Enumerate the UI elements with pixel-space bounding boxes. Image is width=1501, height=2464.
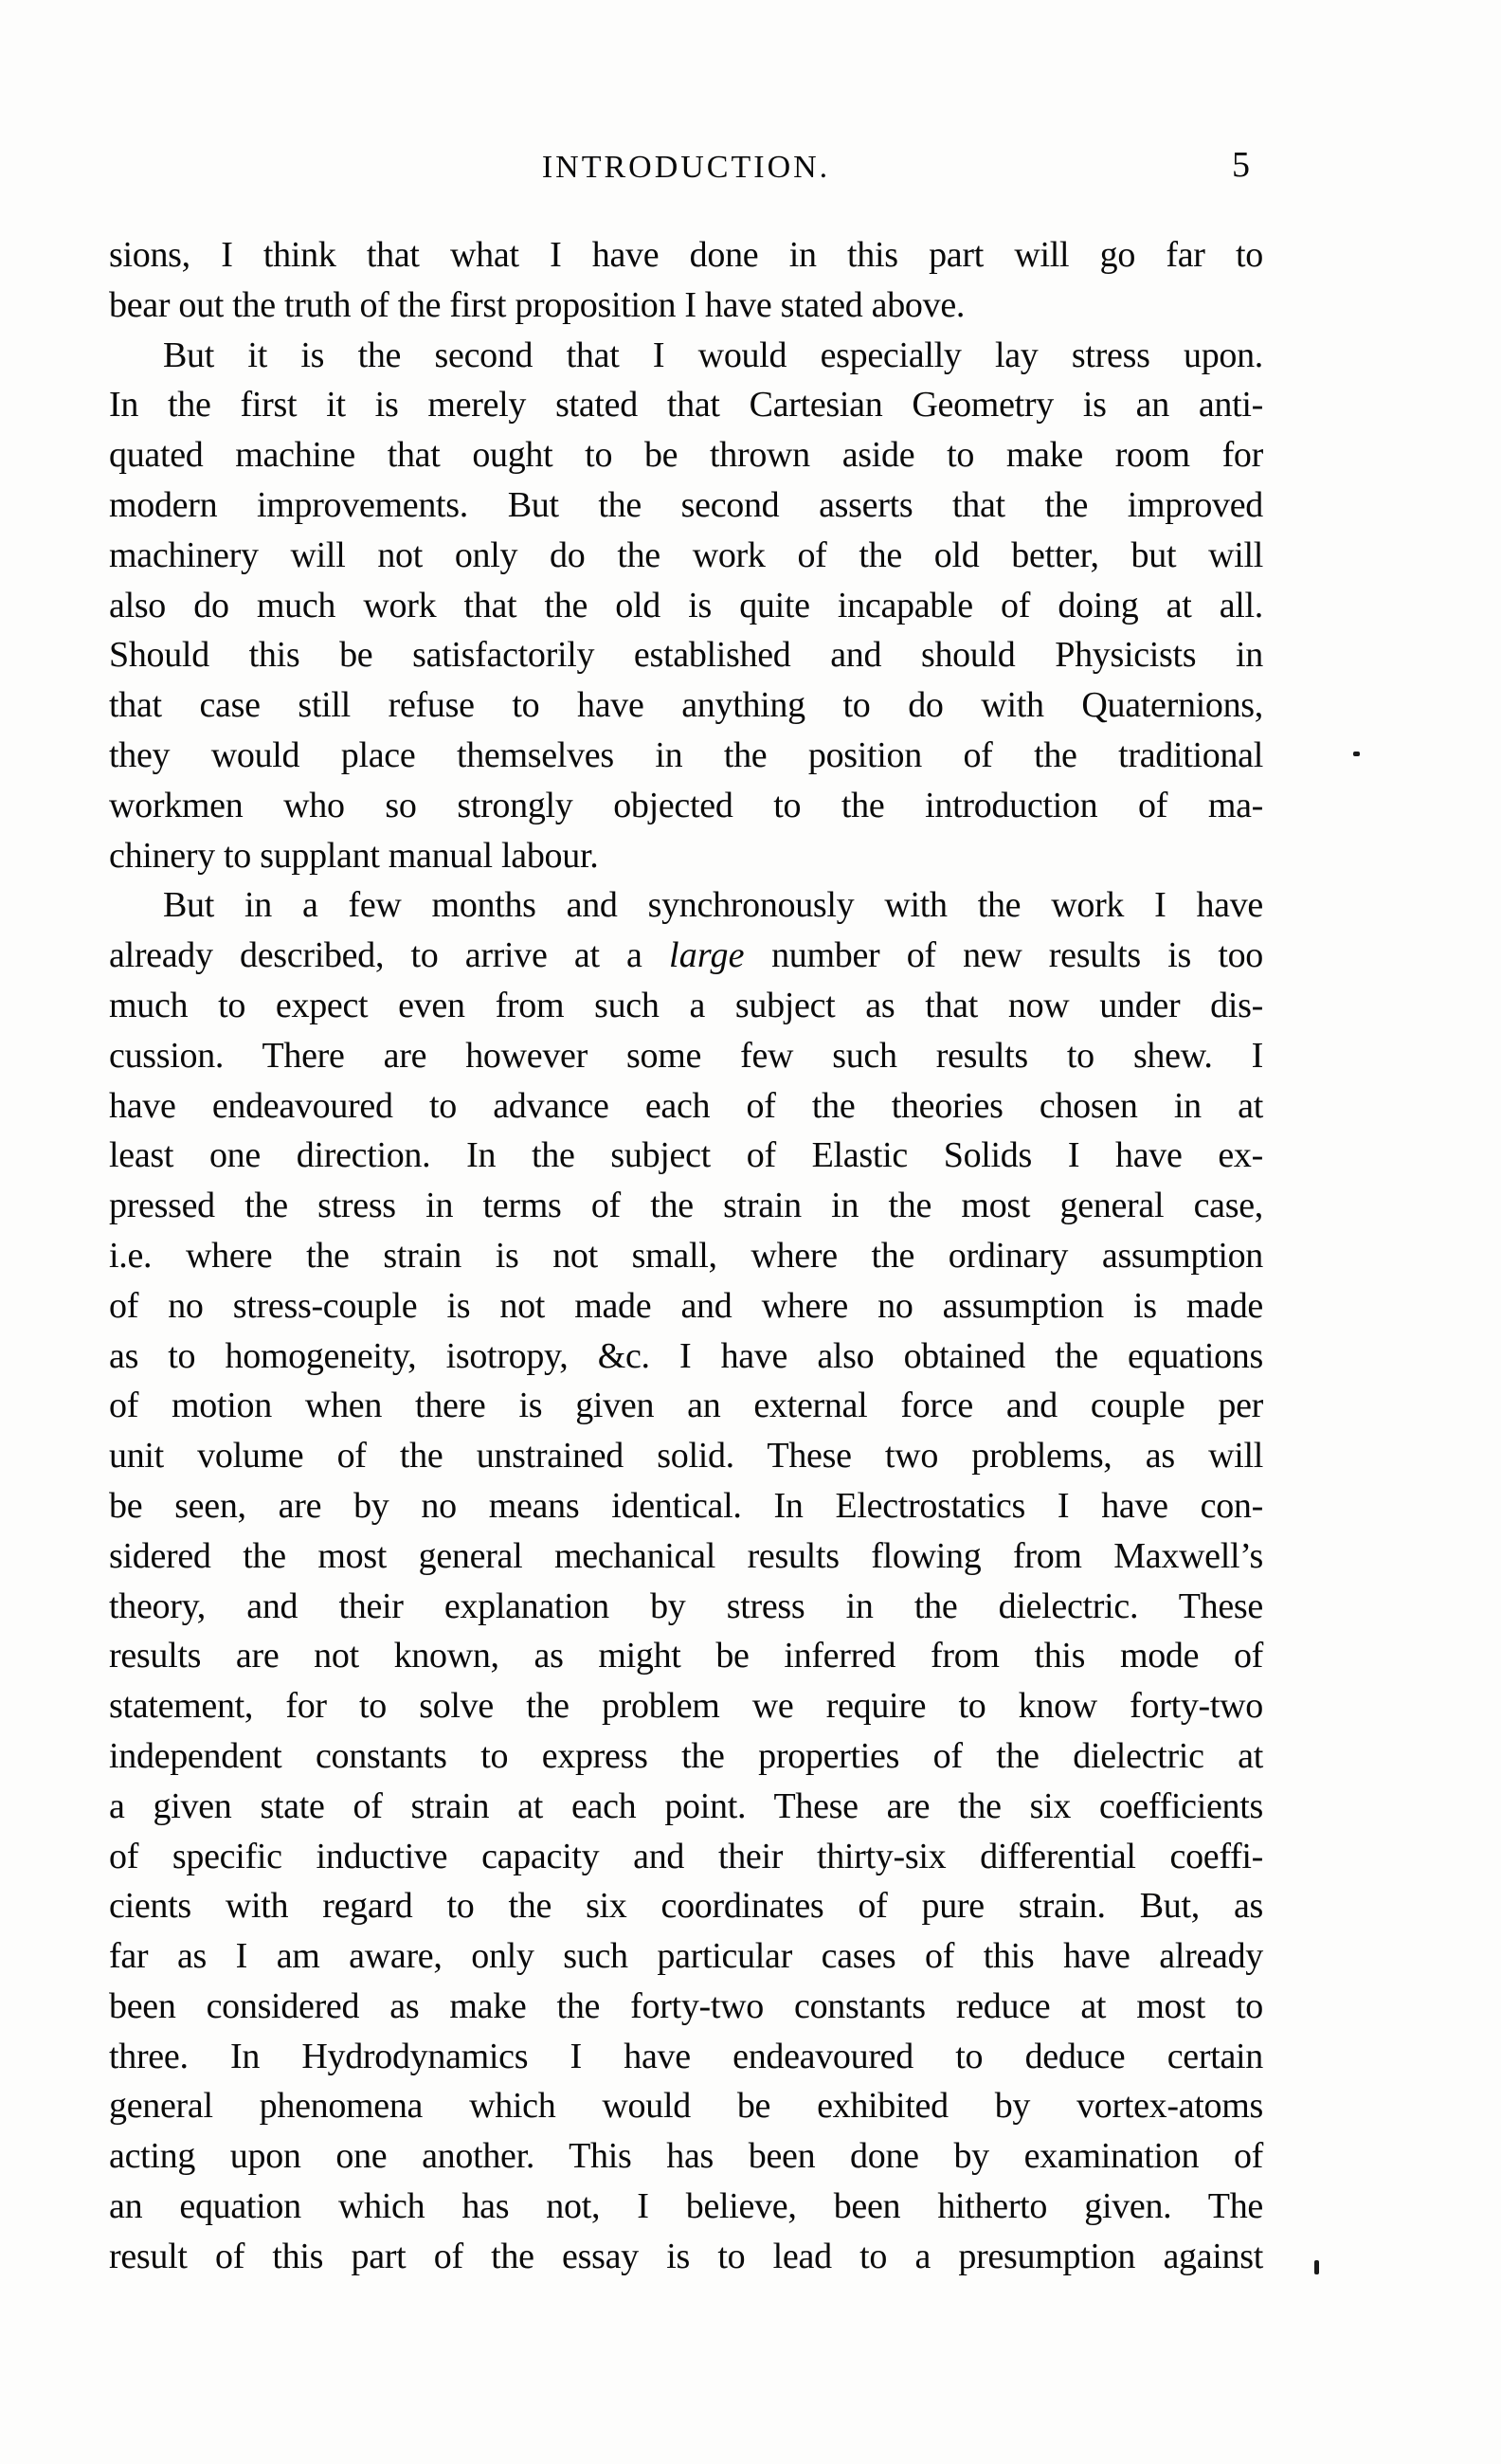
text-line: results are not known, as might be inferred from this mode of: [109, 1636, 1263, 1676]
text-line: they would place themselves in the position of the traditional: [109, 734, 1263, 775]
text-line: an equation which has not, I believe, been hitherto given. The: [109, 2186, 1263, 2227]
text-line: Should this be satisfactorily established and should Physicists in: [109, 635, 1263, 676]
page-title: INTRODUCTION.: [541, 150, 831, 185]
running-head: [109, 145, 1263, 191]
text-line: also do much work that the old is quite incapable of doing at all.: [109, 585, 1263, 625]
text-line: that case still refuse to have anything to do with Quaternions,: [109, 685, 1263, 726]
ink-speck: [1353, 752, 1360, 756]
text-line: result of this part of the essay is to lead to a presumption against: [109, 2236, 1263, 2276]
text-line: least one direction. In the subject of Elastic Solids I have ex-: [109, 1135, 1263, 1176]
text-line: as to homogeneity, isotropy, &c. I have also obtained the equations: [109, 1335, 1263, 1376]
text-line: theory, and their explanation by stress in the dielectric. These: [109, 1585, 1263, 1626]
text-line: bear out the truth of the first proposition I have stated above.: [109, 284, 966, 325]
text-line: modern improvements. But the second asserts that the improved: [109, 484, 1263, 525]
text-line: workmen who so strongly objected to the introduction of ma-: [109, 785, 1263, 825]
text-line: have endeavoured to advance each of the theories chosen in at: [109, 1085, 1263, 1126]
text-line: much to expect even from such a subject as that now under dis-: [109, 985, 1263, 1025]
text-line: In the first it is merely stated that Cartesian Geometry is an anti-: [109, 385, 1263, 426]
text-line: cussion. There are however some few such results to shew. I: [109, 1035, 1263, 1076]
text-line: acting upon one another. This has been done by examination of: [109, 2136, 1263, 2177]
text-line: of no stress-couple is not made and where no assumption is made: [109, 1285, 1263, 1326]
text-line: But it is the second that I would especially lay stress upon.: [163, 335, 1263, 375]
text-line: machinery will not only do the work of the old better, but will: [109, 534, 1263, 575]
ink-speck: [1314, 2260, 1319, 2274]
text-line: cients with regard to the six coordinates of pure strain. But, as: [109, 1886, 1263, 1927]
text-line: statement, for to solve the problem we require to know forty-two: [109, 1686, 1263, 1727]
text-line: independent constants to express the properties of the dielectric at: [109, 1735, 1263, 1776]
text-line: i.e. where the strain is not small, where the ordinary assumption: [109, 1235, 1263, 1276]
text-line: be seen, are by no means identical. In Electrostatics I have con-: [109, 1485, 1263, 1526]
text-line: general phenomena which would be exhibited by vortex-atoms: [109, 2086, 1263, 2127]
text-line: But in a few months and synchronously with the work I have: [163, 885, 1263, 926]
text-line: a given state of strain at each point. These are the six coefficients: [109, 1785, 1263, 1826]
text-line: quated machine that ought to be thrown aside to make room for: [109, 435, 1263, 476]
text-line: sions, I think that what I have done in this part will go far to: [109, 235, 1263, 275]
text-line: three. In Hydrodynamics I have endeavoured to deduce certain: [109, 2036, 1263, 2076]
text-line: unit volume of the unstrained solid. These two problems, as will: [109, 1436, 1263, 1477]
text-line: of motion when there is given an external force and couple per: [109, 1386, 1263, 1426]
text-line: already described, to arrive at a large number of new results is too: [109, 935, 1263, 976]
text-line: far as I am aware, only such particular cases of this have already: [109, 1936, 1263, 1977]
body-text: [109, 230, 1263, 2282]
page-number: 5: [1232, 145, 1250, 185]
text-line: sidered the most general mechanical results flowing from Maxwell’s: [109, 1535, 1263, 1576]
text-line: of specific inductive capacity and their thirty-six differential coeffi-: [109, 1836, 1263, 1876]
text-line: been considered as make the forty-two constants reduce at most to: [109, 1985, 1263, 2026]
text-line: chinery to supplant manual labour.: [109, 835, 599, 876]
text-line: pressed the stress in terms of the strain in the most general case,: [109, 1186, 1263, 1226]
